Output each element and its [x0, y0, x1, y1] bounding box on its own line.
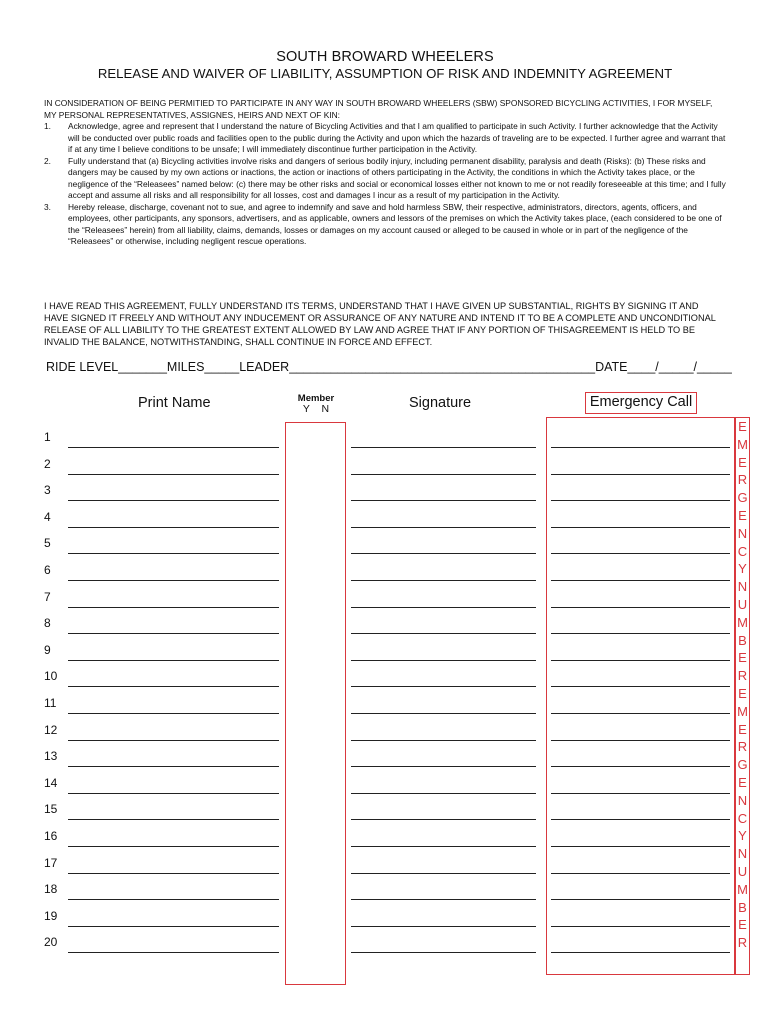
signup-row [0, 559, 770, 585]
row-number: 18 [44, 882, 58, 897]
print-name-field[interactable] [68, 793, 279, 794]
signup-row [0, 532, 770, 558]
signup-row [0, 426, 770, 452]
member-yn [293, 404, 339, 415]
row-number: 20 [44, 935, 58, 950]
row-number: 16 [44, 829, 58, 843]
member-header [293, 393, 339, 415]
signature-field[interactable] [351, 846, 536, 847]
emergency-call-field[interactable] [551, 952, 730, 953]
vertical-letter: E [738, 650, 747, 666]
row-number: 7 [44, 589, 51, 604]
signup-row [0, 905, 770, 931]
emergency-call-field[interactable] [551, 660, 730, 661]
emergency-call-header: Emergency Call [585, 392, 697, 414]
print-name-field[interactable] [68, 500, 279, 501]
signature-field[interactable] [351, 447, 536, 448]
signature-field[interactable] [351, 553, 536, 554]
signature-field[interactable] [351, 926, 536, 927]
clause-number: 3. [44, 201, 51, 212]
vertical-letter: Y [738, 828, 747, 844]
signup-row [0, 931, 770, 957]
emergency-call-field[interactable] [551, 819, 730, 820]
signup-row [0, 612, 770, 638]
vertical-letter: E [738, 419, 747, 434]
row-number: 8 [44, 616, 51, 631]
print-name-field[interactable] [68, 553, 279, 554]
signup-row [0, 852, 770, 878]
signup-row [0, 798, 770, 824]
emergency-call-field[interactable] [551, 474, 730, 475]
signup-row [0, 719, 770, 745]
vertical-letter: G [737, 757, 748, 773]
row-number: 4 [44, 509, 51, 524]
print-name-field[interactable] [68, 926, 279, 927]
signature-field[interactable] [351, 793, 536, 794]
row-number: 14 [44, 775, 58, 790]
intro-paragraph: IN CONSIDERATION OF BEING PERMITIED TO PARTICIPATE IN ANY WAY IN SOUTH BROWARD WHEELERS (SBW) SPONSORED BICYCLING ACTIVITIES, I FOR MYSELF, MY PERSONAL REPRESENTATIVES, ASSIGNES, HEIRS AND NEXT OF KIN: [44, 98, 713, 120]
member-no-label: N [321, 403, 330, 415]
signature-field[interactable] [351, 607, 536, 608]
vertical-letter: N [737, 792, 748, 808]
emergency-call-field[interactable] [551, 846, 730, 847]
vertical-letter: R [737, 668, 748, 684]
row-number: 2 [44, 456, 51, 471]
row-number: 19 [44, 908, 58, 923]
vertical-letter: N [737, 579, 748, 595]
emergency-call-field[interactable] [551, 873, 730, 874]
row-number: 15 [44, 802, 58, 817]
vertical-letter: M [737, 881, 748, 897]
signup-row [0, 878, 770, 904]
vertical-letter: M [737, 703, 748, 719]
clause-1 [44, 121, 726, 156]
clause-3 [44, 202, 726, 248]
emergency-call-field[interactable] [551, 447, 730, 448]
vertical-letter: E [738, 454, 747, 470]
signature-field[interactable] [351, 952, 536, 953]
signature-field[interactable] [351, 660, 536, 661]
vertical-letter: R [737, 739, 748, 755]
print-name-field[interactable] [68, 607, 279, 608]
signature-field[interactable] [351, 819, 536, 820]
clause-2 [44, 156, 726, 202]
print-name-field[interactable] [68, 633, 279, 634]
signature-field[interactable] [351, 527, 536, 528]
signup-row [0, 586, 770, 612]
row-number: 1 [44, 430, 51, 444]
emergency-call-field[interactable] [551, 580, 730, 581]
vertical-letter: B [738, 899, 747, 915]
print-name-field[interactable] [68, 952, 279, 953]
signature-field[interactable] [351, 580, 536, 581]
print-name-field[interactable] [68, 447, 279, 448]
print-name-field[interactable] [68, 819, 279, 820]
emergency-call-field[interactable] [551, 553, 730, 554]
print-name-field[interactable] [68, 766, 279, 767]
emergency-call-field[interactable] [551, 766, 730, 767]
print-name-field[interactable] [68, 873, 279, 874]
signup-row [0, 639, 770, 665]
signup-row [0, 506, 770, 532]
print-name-field[interactable] [68, 846, 279, 847]
signup-row [0, 692, 770, 718]
signup-row [0, 772, 770, 798]
emergency-call-field[interactable] [551, 899, 730, 900]
emergency-call-field[interactable] [551, 740, 730, 741]
print-name-header: Print Name [138, 395, 211, 411]
row-number: 3 [44, 483, 51, 498]
vertical-letter: C [737, 810, 748, 826]
vertical-letter: E [738, 507, 747, 523]
print-name-field[interactable] [68, 474, 279, 475]
emergency-call-field[interactable] [551, 607, 730, 608]
row-number: 12 [44, 722, 58, 737]
emergency-call-field[interactable] [551, 793, 730, 794]
vertical-letter: M [737, 436, 748, 452]
clause-number: 2. [44, 155, 51, 166]
vertical-letter: N [737, 846, 748, 862]
signature-field[interactable] [351, 740, 536, 741]
signature-field[interactable] [351, 474, 536, 475]
emergency-call-field[interactable] [551, 713, 730, 714]
member-yes-label: Y [302, 403, 310, 415]
form-subtitle: RELEASE AND WAIVER OF LIABILITY, ASSUMPTION OF RISK AND INDEMNITY AGREEMENT [97, 66, 673, 81]
vertical-letter: E [738, 685, 747, 701]
vertical-letter: U [737, 863, 748, 879]
row-number: 17 [44, 855, 58, 870]
row-number: 6 [44, 563, 51, 577]
signup-row [0, 825, 770, 851]
emergency-call-field[interactable] [551, 527, 730, 528]
signup-row [0, 453, 770, 479]
emergency-call-field[interactable] [551, 633, 730, 634]
clause-text: Fully understand that (a) Bicycling activities involve risks and dangers of serious bodily injury, including permanent disability, paralysis and death (Risks): (b) These risks and dangers may be caused by my own actions or inactions, the action or inactions of others participating in the Activity, the conditions in which the Activity takes place, or the negligence of the “Releasees” named below: (c) there may be other risks and social or economical losses either not known to me or not readily foreseeable at this time; and I fully accept and assume all risks and all responsibility for all losses, cost and damages I incur as a result of my participation in the Activity. [68, 155, 726, 200]
emergency-call-field[interactable] [551, 500, 730, 501]
signature-field[interactable] [351, 899, 536, 900]
vertical-letter: B [738, 632, 747, 648]
vertical-letter: G [737, 490, 748, 506]
ride-info-line[interactable]: RIDE LEVEL_______MILES_____LEADER____________________________________________DATE____/_____/_____ [46, 360, 732, 374]
vertical-letter: N [737, 525, 748, 541]
print-name-field[interactable] [68, 899, 279, 900]
clause-list [44, 121, 726, 248]
vertical-letter: R [737, 935, 748, 951]
row-number: 5 [44, 536, 51, 551]
signature-field[interactable] [351, 633, 536, 634]
print-name-field[interactable] [68, 580, 279, 581]
signature-field[interactable] [351, 500, 536, 501]
emergency-call-field[interactable] [551, 686, 730, 687]
print-name-field[interactable] [68, 527, 279, 528]
row-number: 10 [44, 669, 58, 684]
vertical-letter: E [738, 774, 747, 790]
clause-text: Acknowledge, agree and represent that I understand the nature of Bicycling Activities and that I am qualified to participate in such Activity. I further acknowledge that the Activity will be conducted over public roads and facilities open to the public during the Activity and upon which the hazards of traveling are to be expected. I further agree and warrant that if at any time I believe conditions to be unsafe; I will immediately discontinue further participation in the Activity. [68, 121, 726, 154]
form-title: SOUTH BROWARD WHEELERS [276, 49, 494, 65]
vertical-letter: C [737, 543, 748, 559]
signup-row [0, 479, 770, 505]
signup-row [0, 745, 770, 771]
vertical-letter: E [738, 721, 747, 737]
vertical-letter: E [738, 917, 747, 933]
vertical-letter: R [737, 472, 748, 488]
vertical-letter: U [737, 596, 748, 612]
clause-number: 1. [44, 121, 51, 131]
member-label: Member [297, 393, 335, 404]
clause-text: Hereby release, discharge, covenant not to sue, and agree to indemnify and save and hold harmless SBW, their respective, administrators, directors, agents, officers, and employees, other participants, any sponsors, advertisers, and as applicable, owners and lessors of the premises on which the Activity takes place, (each considered to be one of the “Releasees” herein) from all liability, claims, demands, losses or damages on my account caused or alleged to be caused in whole or in part of the negligence of the “Releasees” or otherwise, including negligent rescue operations. [68, 201, 722, 246]
print-name-field[interactable] [68, 686, 279, 687]
print-name-field[interactable] [68, 740, 279, 741]
acknowledgement-paragraph: I HAVE READ THIS AGREEMENT, FULLY UNDERSTAND ITS TERMS, UNDERSTAND THAT I HAVE GIVEN UP SUBSTANTIAL, RIGHTS BY SIGNING IT AND HAVE SIGNED IT FREELY AND WITHOUT ANY INDUCEMENT OR ASSURANCE OF ANY NATURE AND INTEND IT TO BE A COMPLETE AND UNCONDITIONAL RELEASE OF ALL LIABILITY TO THE GREATEST EXTENT ALLOWED BY LAW AND AGREE THAT IF ANY PORTION OF THISAGREEMENT IS HELD TO BE INVALID THE BALANCE, NOTWITHSTANDING, SHALL CONTINUE IN FORCE AND EFFECT. [44, 301, 716, 347]
row-number: 13 [44, 749, 58, 764]
vertical-letter: M [737, 614, 748, 630]
signature-field[interactable] [351, 873, 536, 874]
signup-row [0, 665, 770, 691]
signature-field[interactable] [351, 713, 536, 714]
signature-field[interactable] [351, 766, 536, 767]
signature-header: Signature [409, 395, 472, 411]
row-number: 9 [44, 642, 51, 657]
print-name-field[interactable] [68, 660, 279, 661]
row-number: 11 [44, 696, 57, 710]
vertical-letter: Y [738, 561, 747, 577]
emergency-call-field[interactable] [551, 926, 730, 927]
signature-field[interactable] [351, 686, 536, 687]
print-name-field[interactable] [68, 713, 279, 714]
